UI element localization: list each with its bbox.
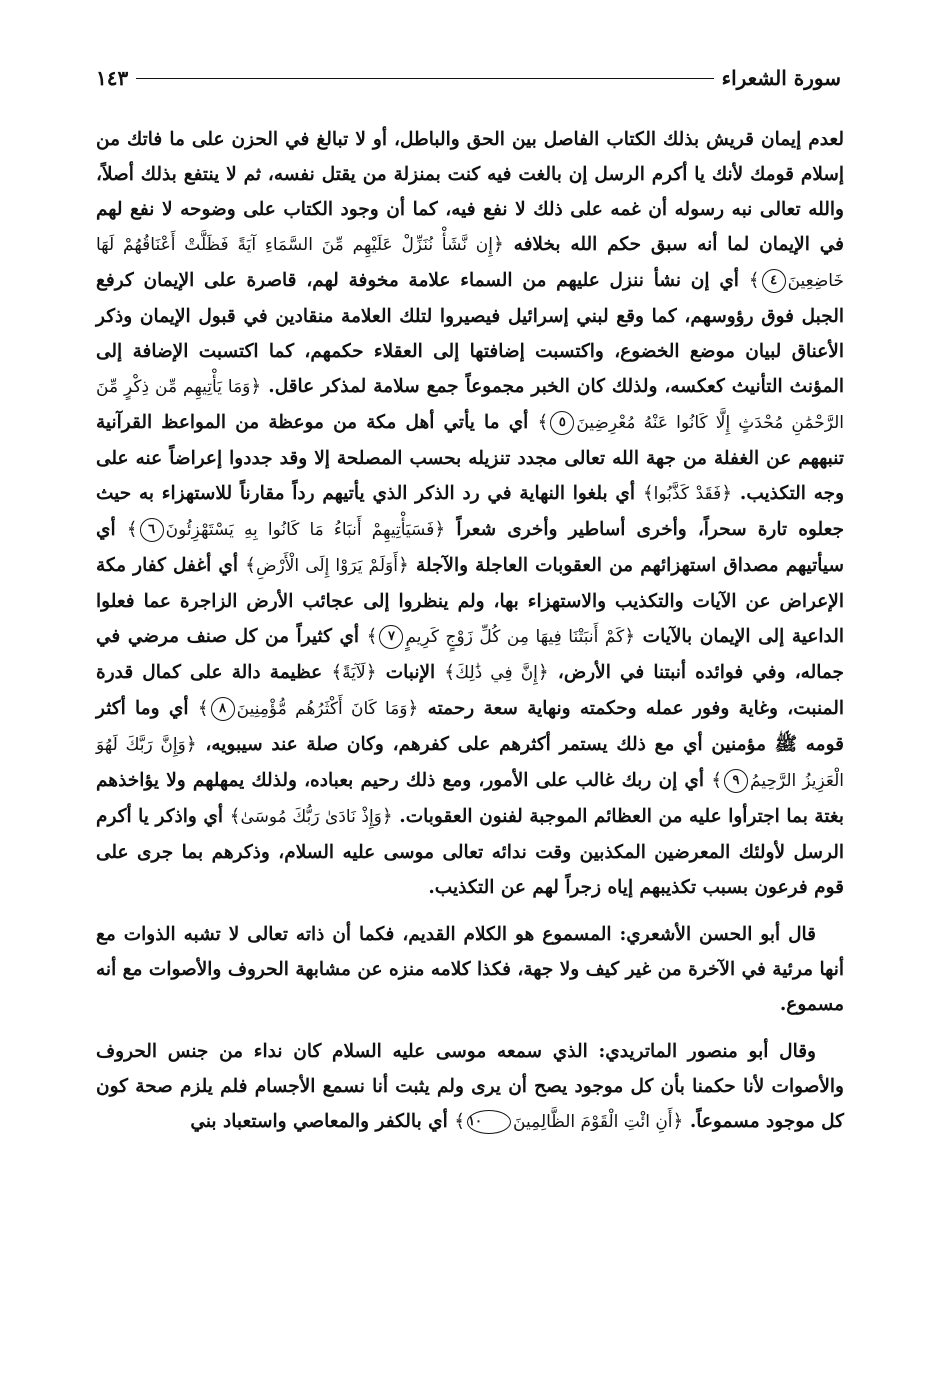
commentary-text: قال أبو الحسن الأشعري: المسموع هو الكلام القديم، فكما أن ذاته تعالى لا تشبه الذوات مع أنها مرئية في الآخرة من غير كيف ولا جهة، فكذا كلامه منزه عن مشابهة الحروف والأصوات مع أنه مسموع. — [96, 924, 844, 1015]
commentary-text: أي سيأتيهم مصداق استهزائهم من العقوبات العاجلة والآجلة — [96, 519, 844, 576]
quran-verse: إِن نَّشَأْ نُنَزِّلْ عَلَيْهِم مِّنَ السَّمَاءِ آيَةً فَظَلَّتْ أَعْنَاقُهُمْ لَهَا خَاضِعِينَ — [96, 235, 844, 291]
ornate-bracket-close: ﴾ — [126, 519, 138, 540]
verse-number-marker: ١٠ — [467, 1110, 511, 1134]
quran-verse: وَمَا كَانَ أَكْثَرُهُم مُّؤْمِنِينَ — [236, 699, 408, 719]
ornate-bracket-close: ﴾ — [642, 483, 654, 504]
ornate-bracket-close: ﴾ — [197, 698, 209, 719]
ornate-bracket-open: ﴿ — [381, 806, 393, 827]
ornate-bracket-open: ﴿ — [434, 519, 446, 540]
ornate-bracket-close: ﴾ — [229, 806, 241, 827]
quran-verse: وَمَا يَأْتِيهِم مِّن ذِكْرٍ مِّنَ الرَّحْمَٰنِ مُحْدَثٍ إِلَّا كَانُوا عَنْهُ مُعْرِضِينَ — [96, 377, 844, 433]
ornate-bracket-close: ﴾ — [454, 1111, 466, 1132]
ornate-bracket-close: ﴾ — [537, 412, 549, 433]
commentary-text: وقال أبو منصور الماتريدي: الذي سمعه موسى عليه السلام كان نداء من جنس الحروف والأصوات لأنا حكمنا بأن كل موجود يصح أن يرى ولم يثبت أنا نسمع الأجسام فلم يلزم صحة كون كل موجود مسموعاً. — [96, 1041, 844, 1132]
ornate-bracket-open: ﴿ — [185, 734, 197, 755]
ornate-bracket-close: ﴾ — [366, 626, 378, 647]
page-header — [96, 62, 841, 94]
ornate-bracket-close: ﴾ — [711, 770, 723, 791]
quran-verse: إِنَّ فِي ذَٰلِكَ — [455, 663, 538, 683]
page-number: ١٤٣ — [96, 66, 129, 90]
paragraph — [96, 122, 844, 905]
verse-number-marker: ٩ — [724, 769, 748, 793]
commentary-text: أي واذكر يا أكرم الرسل لأولئك المعرضين المكذبين وقت ندائه تعالى موسى عليه السلام، وذكرهم بما جرى على قوم فرعون بسبب تكذيبهم إياه زجراً لهم عن التكذيب. — [96, 806, 844, 898]
verse-number-marker: ٨ — [211, 697, 235, 721]
surah-title: سورة الشعراء — [721, 66, 841, 90]
ornate-bracket-open: ﴿ — [624, 626, 636, 647]
quran-verse: وَإِذْ نَادَىٰ رَبُّكَ مُوسَىٰ — [240, 807, 382, 827]
ornate-bracket-open: ﴿ — [492, 234, 504, 255]
ornate-bracket-close: ﴾ — [748, 270, 760, 291]
header-rule — [136, 78, 713, 79]
quran-verse: وَإِنَّ رَبَّكَ لَهُوَ الْعَزِيزُ الرَّحِيمُ — [96, 735, 844, 791]
commentary-text: أي وما أكثر قومه ﷺ مؤمنين أي مع ذلك يستمر أكثرهم على كفرهم، وكان صلة عند سيبويه، — [96, 698, 844, 755]
ornate-bracket-close: ﴾ — [245, 555, 256, 576]
commentary-text: أي أغفل كفار مكة الإعراض عن الآيات والتكذيب والاستهزاء بها، ولم ينظروا إلى عجائب الأرض الزاجرة عما فعلوا الداعية إلى الإيمان بالآيات — [96, 555, 844, 647]
ornate-bracket-open: ﴿ — [365, 662, 377, 683]
ornate-bracket-open: ﴿ — [537, 662, 549, 683]
quran-verse: أَوَلَمْ يَرَوْا إِلَى الْأَرْضِ — [255, 556, 398, 576]
commentary-text: أي بلغوا النهاية في رد الذكر الذي يأتيهم رداً مقارناً للاستهزاء به حيث جعلوه تارة سحراً، وأخرى أساطير وأخرى شعراً — [96, 483, 845, 540]
ornate-bracket-open: ﴿ — [407, 698, 419, 719]
paragraph — [96, 1034, 844, 1140]
ornate-bracket-close: ﴾ — [331, 662, 343, 683]
page-body — [96, 122, 844, 1140]
quran-verse: لَآيَةً — [342, 663, 366, 683]
paragraph — [96, 917, 844, 1022]
commentary-text: عظيمة دالة على كمال قدرة المنبت، وغاية وفور عمله وحكمته ونهاية سعة رحمته — [96, 662, 844, 719]
commentary-text: أي بالكفر والمعاصي واستعباد بني — [190, 1111, 455, 1132]
commentary-text: أي إن ربك غالب على الأمور، ومع ذلك رحيم بعباده، ولذلك يمهلهم ولا يؤاخذهم بغتة بما اجترأوا عليه من العظائم الموجبة لفنون العقوبات. — [96, 770, 844, 827]
verse-number-marker: ٤ — [762, 269, 786, 293]
verse-number-marker: ٦ — [140, 518, 164, 542]
commentary-text: أي كثيراً من كل صنف مرضي في جماله، وفي فوائده أنبتنا في الأرض، — [96, 626, 844, 683]
quran-verse: فَسَيَأْتِيهِمْ أَنبَاءُ مَا كَانُوا بِهِ يَسْتَهْزِئُونَ — [165, 520, 435, 540]
ornate-bracket-open: ﴿ — [672, 1111, 684, 1132]
commentary-text: الإنبات — [376, 662, 445, 683]
quran-verse: أَنِ ائْتِ الْقَوْمَ الظَّالِمِينَ — [513, 1112, 673, 1132]
verse-number-marker: ٧ — [379, 625, 403, 649]
commentary-text: أي ما يأتي أهل مكة من موعظة من المواعظ القرآنية تنبههم عن الغفلة من جهة الله تعالى مجدد تنزيله بحسب المصلحة إلا وقد جددوا إعراضاً عنه على وجه التكذيب. — [96, 412, 844, 504]
commentary-text: أي إن نشأ ننزل عليهم من السماء علامة مخوفة لهم، قاصرة على الإيمان كرفع الجبل فوق رؤوسهم، كما وقع لبني إسرائيل فيصيروا لتلك العلامة منقادين في قبول الإيمان وذكر الأعناق لبيان موضع الخضوع، واكتسبت إضافتها إلى العقلاء حكمهم، كما اكتسبت الإضافة إلى المؤنث التأنيث كعكسه، ولذلك كان الخبر مجموعاً جمع سلامة لمذكر عاقل. — [96, 270, 844, 397]
ornate-bracket-close: ﴾ — [444, 662, 456, 683]
ornate-bracket-open: ﴿ — [397, 555, 409, 576]
quran-verse: كَمْ أَنبَتْنَا فِيهَا مِن كُلِّ زَوْجٍ كَرِيمٍ — [405, 627, 625, 647]
ornate-bracket-open: ﴿ — [721, 483, 733, 504]
verse-number-marker: ٥ — [550, 411, 574, 435]
ornate-bracket-open: ﴿ — [250, 376, 262, 397]
commentary-text: لعدم إيمان قريش بذلك الكتاب الفاصل بين الحق والباطل، أو لا تبالغ في الحزن على ما فاتك من إسلام قومك لأنك يا أكرم الرسل إن بالغت فيه كنت بمنزلة من يقتل نفسه، ثم لا ينتفع بذلك أصلاً، والله تعالى نبه رسوله أن غمه على ذلك لا نفع فيه، كما أن وجود الكتاب على وضوحه لا نفع لهم في الإيمان لما أنه سبق حكم الله بخلافه — [96, 129, 844, 255]
quran-verse: فَقَدْ كَذَّبُوا — [653, 484, 722, 504]
